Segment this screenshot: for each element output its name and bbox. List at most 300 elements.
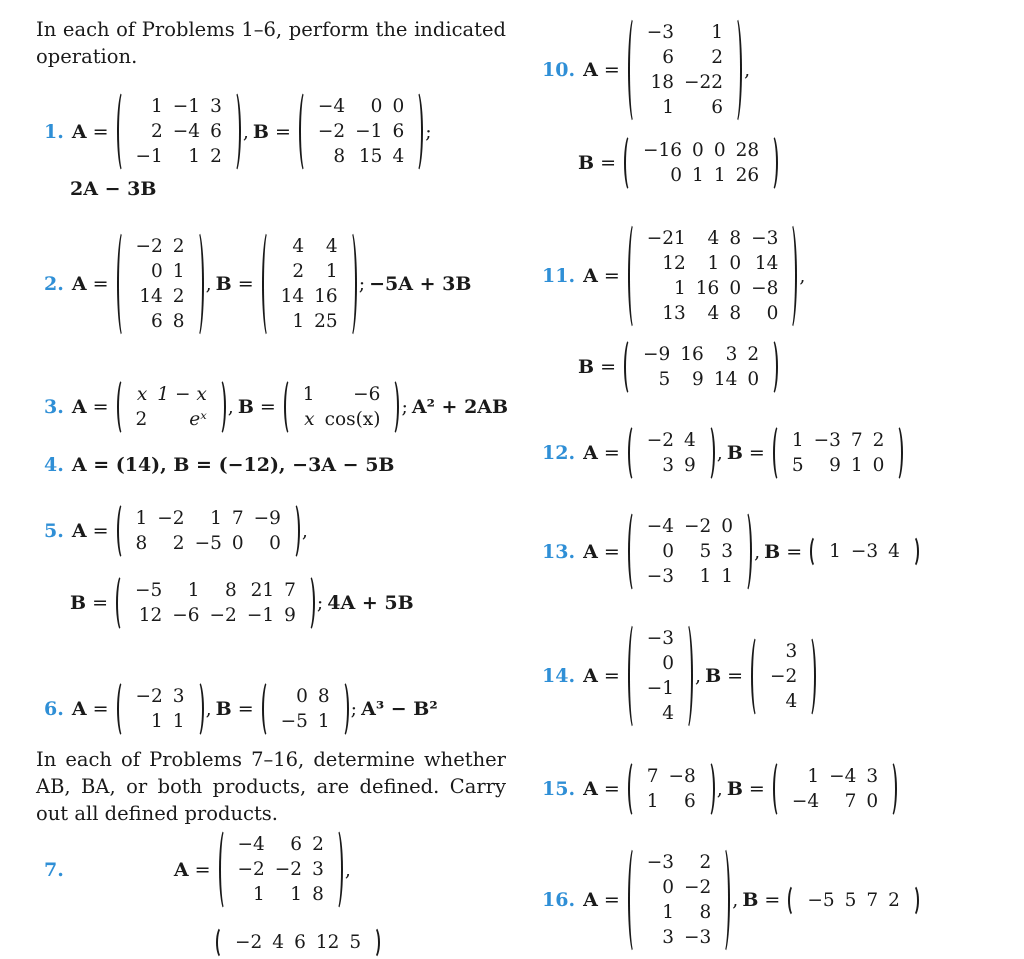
matrix-entry: 9 <box>284 605 296 626</box>
matrix-row <box>642 701 679 726</box>
matrix-row <box>642 626 679 651</box>
equals-sign: = <box>748 778 765 800</box>
matrix-entry: −4 <box>237 834 265 855</box>
matrix-row <box>642 70 728 95</box>
problem-6 <box>44 680 438 738</box>
matrix-entry: −2 <box>157 508 185 529</box>
matrix-b-partial <box>216 926 380 959</box>
matrix-entry: 4 <box>272 932 285 953</box>
matrix-row <box>233 882 329 907</box>
matrix-a-label: A <box>583 889 598 911</box>
matrix-entry: 2 <box>699 852 712 873</box>
matrix-entry: 4 <box>684 430 696 451</box>
matrix-entry: −2 <box>135 686 163 707</box>
instructions-7-16: In each of Problems 7–16, determine whether AB, BA, or both products, are defined. Carry out all defined products. <box>36 748 506 825</box>
problem-number: 10. <box>542 59 576 81</box>
matrix-row <box>131 144 227 169</box>
matrix-entry: −1 <box>172 96 201 117</box>
matrix-row <box>765 639 802 664</box>
matrix-entry: 8 <box>135 533 148 554</box>
matrix-entry: 0 <box>766 303 779 324</box>
matrix-cells <box>642 514 738 589</box>
matrix-entry: 9 <box>692 369 704 390</box>
matrix-entry: 8 <box>317 686 330 707</box>
problem-5-b <box>70 574 414 632</box>
matrix-b <box>788 884 919 917</box>
matrix-cells <box>638 342 764 392</box>
matrix-cells <box>642 226 784 326</box>
matrix-entry: 8 <box>699 902 712 923</box>
matrix-entry: −3 <box>646 566 675 587</box>
problem-1 <box>44 90 432 173</box>
matrix-entry: −4 <box>646 516 675 537</box>
matrix-entry: 0 <box>729 253 742 274</box>
equals-sign: = <box>92 273 109 295</box>
matrix-b-label: B <box>726 442 743 464</box>
matrix-row <box>131 94 227 119</box>
comma: , <box>744 59 751 81</box>
matrix-entry: −2 <box>770 665 798 687</box>
matrix-row <box>233 857 329 882</box>
left-paren <box>624 134 636 192</box>
problem-3 <box>44 378 508 436</box>
matrix-a <box>219 828 343 911</box>
matrix-entry: 1 <box>290 884 303 905</box>
matrix-entry: 8 <box>172 311 185 332</box>
problem-15 <box>542 760 899 818</box>
matrix-a-label: A <box>583 265 598 287</box>
matrix-entry: 1 <box>699 566 712 587</box>
matrix-entry: 1 − x <box>157 384 207 405</box>
comma: , <box>205 698 212 720</box>
right-paren <box>907 535 919 568</box>
matrix-entry: 2 <box>292 261 305 282</box>
matrix-cells <box>276 234 343 334</box>
matrix-entry: 14 <box>713 369 738 390</box>
matrix-entry: 2 <box>135 409 148 430</box>
problem-4 <box>44 454 394 476</box>
matrix-a-label: A <box>583 442 598 464</box>
right-paren <box>907 884 919 917</box>
matrix-entry: 6 <box>684 791 696 812</box>
problem-10 <box>542 16 750 124</box>
problem-14 <box>542 622 818 730</box>
matrix-entry: x <box>304 409 315 430</box>
matrix-entry: −2 <box>209 605 237 626</box>
equals-sign: = <box>603 665 620 687</box>
matrix-entry: 6 <box>392 121 405 142</box>
problem-7-b-partial <box>214 926 382 959</box>
left-paren <box>299 90 311 173</box>
right-paren <box>337 680 349 738</box>
matrix-cells <box>642 20 728 120</box>
comma: , <box>301 520 308 542</box>
matrix-b <box>751 635 816 718</box>
matrix-row <box>638 342 764 367</box>
matrix-entry: −2 <box>135 236 163 257</box>
matrix-row <box>276 259 343 284</box>
matrix-row <box>638 138 764 163</box>
matrix-cells <box>131 506 286 556</box>
matrix-entry: 0 <box>692 140 704 161</box>
matrix-entry: 2 <box>747 344 760 365</box>
matrix-entry: 12 <box>315 932 340 953</box>
right-paren <box>345 230 357 338</box>
matrix-cells <box>802 888 905 913</box>
matrix-row <box>642 676 679 701</box>
matrix-entry: 26 <box>735 165 760 186</box>
matrix-entry: 3 <box>662 455 675 476</box>
matrix-row <box>642 900 717 925</box>
comma: , <box>754 540 761 563</box>
problem-number: 3. <box>44 396 64 418</box>
matrix-entry: 2 <box>172 236 185 257</box>
left-paren <box>628 760 640 818</box>
matrix-row <box>642 789 701 814</box>
matrix-entry: 15 <box>358 146 383 167</box>
matrix-entry: 21 <box>250 580 275 601</box>
matrix-entry: 4 <box>888 541 900 562</box>
matrix-entry: 5 <box>349 932 362 953</box>
matrix-entry: 0 <box>747 369 760 390</box>
matrix-entry: 1 <box>302 384 315 405</box>
matrix-entry: −5 <box>194 533 222 554</box>
matrix-b-label: B <box>764 540 781 563</box>
matrix-entry: −2 <box>237 859 265 880</box>
matrix-b <box>299 90 423 173</box>
problem-4-text: A = (14), B = (−12), −3A − 5B <box>71 454 395 476</box>
matrix-b <box>116 574 315 632</box>
comma: , <box>242 120 249 143</box>
matrix-a <box>628 222 798 330</box>
matrix-entry: 1 <box>791 430 804 451</box>
right-paren <box>368 926 380 959</box>
matrix-row <box>276 309 343 334</box>
matrix-row <box>131 382 212 407</box>
matrix-cells <box>131 382 212 432</box>
matrix-entry: 1 <box>188 146 201 167</box>
problem-number: 4. <box>44 454 64 476</box>
problem-10-b <box>578 134 780 192</box>
matrix-entry: 6 <box>290 834 303 855</box>
matrix-entry: −2 <box>317 121 346 142</box>
left-paren <box>628 222 640 330</box>
matrix-entry: 1 <box>707 253 720 274</box>
matrix-entry: −3 <box>850 541 879 562</box>
left-paren <box>262 680 274 738</box>
matrix-b-label: B <box>705 665 722 687</box>
matrix-row <box>638 163 764 188</box>
matrix-entry: 16 <box>680 344 704 365</box>
matrix-row <box>642 251 784 276</box>
matrix-entry: 5 <box>699 541 712 562</box>
matrix-entry: −2 <box>274 859 303 880</box>
matrix-entry: 6 <box>662 47 675 68</box>
problem-number: 1. <box>44 120 64 143</box>
matrix-a <box>117 90 241 173</box>
matrix-row <box>642 95 728 120</box>
matrix-row <box>642 301 784 326</box>
matrix-row <box>276 234 343 259</box>
matrix-a <box>628 510 752 593</box>
matrix-cells <box>787 428 890 478</box>
matrix-entry: 1 <box>662 902 675 923</box>
matrix-entry: −1 <box>135 146 163 167</box>
matrix-entry: 4 <box>392 146 405 167</box>
matrix-entry: 4 <box>707 303 720 324</box>
matrix-row <box>130 603 301 628</box>
matrix-entry: −9 <box>253 508 281 529</box>
instructions-1-6: In each of Problems 1–6, perform the indicated operation. <box>36 18 506 68</box>
matrix-a-label: A <box>583 665 598 687</box>
semicolon: ; <box>425 120 432 143</box>
right-paren <box>703 424 715 482</box>
matrix-entry: −2 <box>684 877 712 898</box>
right-paren <box>740 510 752 593</box>
matrix-row <box>131 119 227 144</box>
right-paren <box>804 635 816 718</box>
matrix-entry: −6 <box>353 384 381 405</box>
problem-number: 6. <box>44 698 64 720</box>
matrix-entry: 12 <box>138 605 163 626</box>
matrix-entry: 3 <box>866 766 879 787</box>
matrix-row <box>131 284 190 309</box>
matrix-row <box>642 276 784 301</box>
equals-sign: = <box>603 778 620 800</box>
problem-11-b <box>578 338 780 396</box>
matrix-entry: 6 <box>151 311 163 332</box>
equals-sign: = <box>603 442 620 464</box>
matrix-row <box>298 407 386 432</box>
matrix-row <box>642 45 728 70</box>
matrix-row <box>230 930 366 955</box>
matrix-entry: 14 <box>754 253 779 274</box>
matrix-entry: −8 <box>751 278 779 299</box>
left-paren <box>773 760 785 818</box>
matrix-entry: 0 <box>370 96 383 117</box>
matrix-row <box>131 709 190 734</box>
matrix-entry: 2 <box>172 286 185 307</box>
matrix-cells <box>131 94 227 169</box>
right-paren <box>303 574 315 632</box>
matrix-b-label: B <box>252 120 269 143</box>
matrix-entry: 12 <box>662 253 686 274</box>
matrix-entry: 7 <box>866 889 879 911</box>
matrix-a <box>628 846 731 954</box>
problem-number: 12. <box>542 442 576 464</box>
matrix-entry: 8 <box>225 580 237 601</box>
left-paren <box>117 502 129 560</box>
matrix-row <box>131 531 286 556</box>
matrix-entry: −3 <box>751 228 779 249</box>
left-paren <box>117 230 129 338</box>
matrix-entry: 5 <box>791 455 804 476</box>
matrix-row <box>642 850 717 875</box>
matrix-cells <box>824 539 905 564</box>
problem-6-operation: A³ − B² <box>361 698 438 720</box>
matrix-entry: −1 <box>646 678 675 699</box>
left-paren <box>810 535 822 568</box>
matrix-entry: 1 <box>721 566 734 587</box>
matrix-entry: 1 <box>662 97 675 118</box>
matrix-entry: 1 <box>317 711 330 732</box>
equals-sign: = <box>748 442 765 464</box>
right-paren <box>703 760 715 818</box>
matrix-a-label: A <box>71 698 87 720</box>
matrix-entry: 1 <box>807 766 820 787</box>
matrix-entry: 1 <box>713 165 726 186</box>
matrix-entry: 16 <box>314 286 338 307</box>
matrix-a <box>117 378 226 436</box>
matrix-entry: 7 <box>284 580 296 601</box>
matrix-cells <box>787 764 883 814</box>
matrix-entry: 7 <box>844 791 857 812</box>
right-paren <box>192 680 204 738</box>
matrix-row <box>298 382 386 407</box>
right-paren <box>288 502 300 560</box>
matrix-entry: 0 <box>662 877 675 898</box>
comma: , <box>716 778 723 800</box>
equals-sign: = <box>727 665 744 687</box>
matrix-entry: 1 <box>172 711 185 732</box>
matrix-entry: 1 <box>253 884 265 905</box>
left-paren <box>624 338 636 396</box>
equals-sign: = <box>603 59 620 81</box>
comma: , <box>799 265 806 287</box>
matrix-a <box>628 424 715 482</box>
matrix-b-label: B <box>237 396 254 418</box>
matrix-entry: −8 <box>668 766 696 787</box>
matrix-entry: 0 <box>296 686 308 707</box>
matrix-entry: 2 <box>172 533 185 554</box>
matrix-entry: 2 <box>210 146 222 167</box>
problem-12 <box>542 424 905 482</box>
matrix-row <box>787 764 883 789</box>
matrix-entry: 0 <box>713 140 726 161</box>
matrix-row <box>642 925 717 950</box>
matrix-entry: 6 <box>711 97 724 118</box>
problem-number: 16. <box>542 889 576 911</box>
matrix-entry: −2 <box>646 430 675 451</box>
matrix-cells <box>313 94 409 169</box>
semicolon: ; <box>401 396 408 418</box>
matrix-row <box>313 94 409 119</box>
left-paren <box>628 622 640 730</box>
matrix-entry: −2 <box>235 932 263 953</box>
matrix-b <box>810 535 919 568</box>
matrix-entry: 1 <box>850 455 863 476</box>
matrix-cells <box>131 684 190 734</box>
equals-sign: = <box>603 540 620 563</box>
right-paren <box>229 90 241 173</box>
matrix-entry: −4 <box>791 791 820 812</box>
matrix-entry: 25 <box>314 311 338 332</box>
matrix-b <box>624 134 778 192</box>
left-paren <box>216 926 228 959</box>
matrix-row <box>765 689 802 714</box>
matrix-entry: 2 <box>711 47 724 68</box>
matrix-entry: 8 <box>312 884 324 905</box>
matrix-cells <box>131 234 190 334</box>
matrix-entry: 8 <box>729 303 742 324</box>
matrix-entry: 1 <box>151 96 163 117</box>
matrix-entry: 3 <box>312 859 324 880</box>
matrix-entry: 4 <box>707 228 720 249</box>
matrix-entry: 9 <box>829 455 841 476</box>
matrix-b <box>284 378 400 436</box>
semicolon: ; <box>316 592 324 614</box>
matrix-entry: 0 <box>662 541 675 562</box>
matrix-entry: −1 <box>246 605 275 626</box>
left-paren <box>116 574 128 632</box>
matrix-a-label: A <box>71 396 87 418</box>
equals-sign: = <box>92 592 108 614</box>
matrix-a-label: A <box>173 858 189 881</box>
matrix-entry: 1 <box>187 580 200 601</box>
matrix-a-label: A <box>71 520 87 542</box>
semicolon: ; <box>358 273 366 295</box>
matrix-b <box>773 760 897 818</box>
matrix-a-label: A <box>71 120 87 143</box>
comma: , <box>344 858 351 881</box>
matrix-row <box>130 578 301 603</box>
matrix-entry: 1 <box>135 508 148 529</box>
problem-16 <box>542 846 921 954</box>
matrix-row <box>131 684 190 709</box>
problem-number: 14. <box>542 665 576 687</box>
left-paren <box>219 828 231 911</box>
matrix-cells <box>130 578 301 628</box>
matrix-cells <box>642 764 701 814</box>
matrix-entry: −21 <box>646 228 686 249</box>
matrix-entry: 1 <box>325 261 338 282</box>
matrix-row <box>787 428 890 453</box>
left-paren <box>284 378 296 436</box>
matrix-a <box>117 230 204 338</box>
matrix-row <box>787 453 890 478</box>
equals-sign: = <box>194 858 211 881</box>
equals-sign: = <box>259 396 276 418</box>
matrix-a-label: A <box>71 273 87 295</box>
matrix-a-label: A <box>583 540 598 563</box>
problem-number: 15. <box>542 778 576 800</box>
matrix-a <box>117 502 300 560</box>
comma: , <box>716 442 723 464</box>
left-paren <box>628 424 640 482</box>
matrix-entry: −3 <box>646 22 675 43</box>
right-paren <box>718 846 730 954</box>
right-paren <box>411 90 423 173</box>
semicolon: ; <box>350 698 358 720</box>
matrix-cells <box>638 138 764 188</box>
right-paren <box>192 230 204 338</box>
matrix-b-label: B <box>215 273 232 295</box>
matrix-entry: 14 <box>139 286 163 307</box>
matrix-row <box>642 651 679 676</box>
matrix-row <box>276 284 343 309</box>
matrix-entry: 1 <box>646 791 659 812</box>
left-paren <box>262 230 274 338</box>
left-paren <box>751 635 763 718</box>
matrix-cells <box>276 684 335 734</box>
matrix-row <box>642 428 701 453</box>
matrix-row <box>642 564 738 589</box>
matrix-entry: −22 <box>684 72 724 93</box>
problem-5 <box>44 502 308 560</box>
problem-number: 11. <box>542 265 576 287</box>
matrix-entry: 3 <box>172 686 185 707</box>
matrix-row <box>642 514 738 539</box>
